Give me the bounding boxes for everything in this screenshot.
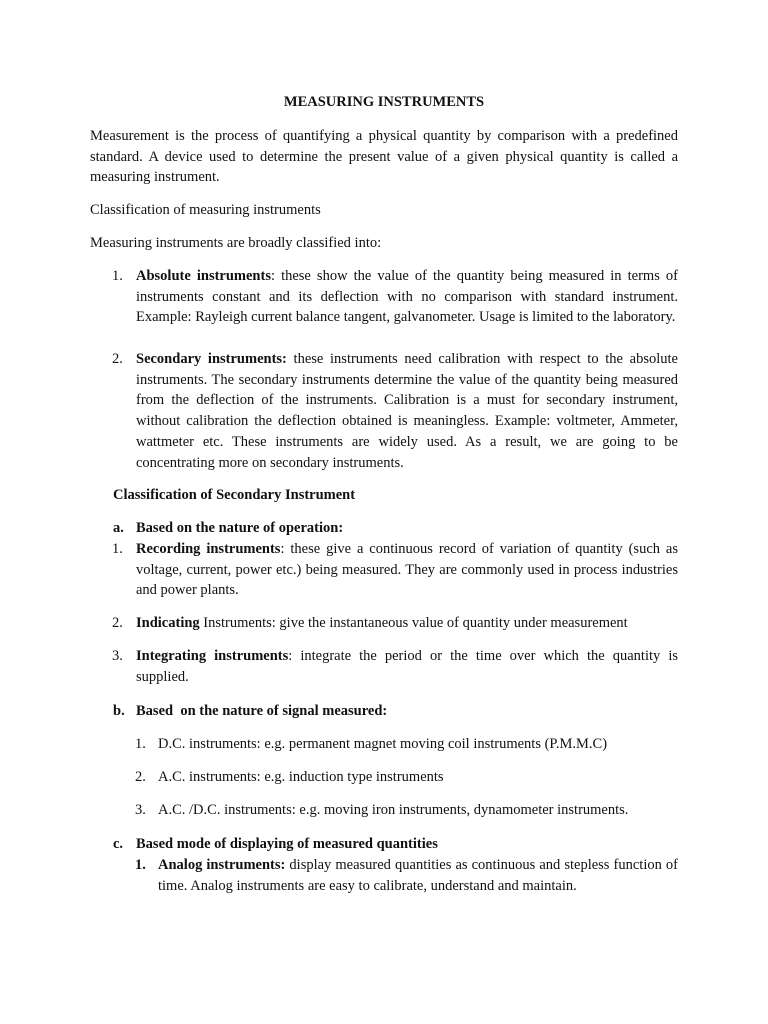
item-description: Instruments: give the instantaneous value of quantity under measurement	[199, 615, 628, 631]
list-marker: 2.	[112, 351, 123, 367]
section-c-heading	[113, 834, 678, 855]
secondary-classification-heading: Classification of Secondary Instrument	[113, 487, 356, 503]
classification-heading: Classification of measuring instruments	[90, 202, 321, 218]
item-description: : integrate the period or the time over which the quantity is supplied.	[136, 648, 678, 685]
list-marker: 3.	[112, 648, 123, 664]
section-a-heading	[113, 518, 678, 539]
list-item-absolute-instruments	[112, 266, 678, 328]
item-description: D.C. instruments: e.g. permanent magnet moving coil instruments (P.M.M.C)	[158, 736, 608, 752]
section-marker: a.	[113, 520, 124, 536]
list-marker: 1.	[135, 736, 146, 752]
list-marker: 1.	[112, 268, 123, 284]
section-c-title: Based mode of displaying of measured quantities	[136, 836, 438, 852]
page-title: MEASURING INSTRUMENTS	[283, 94, 485, 110]
section-b-title: Based on the nature of signal measured:	[136, 703, 388, 719]
list-item-ac-dc-instruments	[135, 800, 678, 821]
section-a-title: Based on the nature of operation:	[136, 520, 344, 536]
list-marker: 2.	[112, 615, 123, 631]
item-description: display measured quantities as continuous and stepless function of time. Analog instruments are easy to calibrate, understand and maintain.	[158, 857, 678, 894]
term-analog-instruments: Analog instruments:	[158, 857, 286, 873]
list-item-secondary-instruments	[112, 349, 678, 473]
term-recording-instruments: Recording instruments	[136, 541, 281, 557]
term-secondary-instruments: Secondary instruments:	[136, 351, 287, 367]
list-item-recording-instruments	[112, 539, 678, 601]
list-marker: 2.	[135, 769, 146, 785]
item-description: : these show the value of the quantity being measured in terms of instruments constant and its deflection with no comparison with standard instrument. Example: Rayleigh current balance tangent, galvanometer. Usage is limited to the laboratory.	[136, 268, 678, 326]
item-description: A.C. /D.C. instruments: e.g. moving iron instruments, dynamometer instruments.	[158, 802, 629, 818]
list-item-dc-instruments	[135, 734, 678, 755]
item-description: : these give a continuous record of variation of quantity (such as voltage, current, power etc.) being measured. They are commonly used in process industries and power plants.	[136, 541, 678, 599]
item-description: these instruments need calibration with respect to the absolute instruments. The secondary instruments determine the value of the quantity being measured from the deflection of the instruments. Calibration is a must for secondary instrument, without calibration the deflection obtained is meaningless. Example: voltmeter, Ammeter, wattmeter etc. These instruments are widely used. As a result, we are going to be concentrating more on secondary instruments.	[136, 351, 678, 471]
item-description: A.C. instruments: e.g. induction type instruments	[158, 769, 444, 785]
list-marker: 1.	[135, 857, 146, 873]
term-absolute-instruments: Absolute instruments	[136, 268, 271, 284]
list-item-indicating-instruments	[112, 613, 678, 634]
section-b-heading	[113, 701, 678, 722]
term-integrating-instruments: Integrating instruments	[136, 648, 289, 664]
broadly-classified-text: Measuring instruments are broadly classified into:	[90, 235, 382, 251]
list-marker: 1.	[112, 541, 123, 557]
list-item-ac-instruments	[135, 767, 678, 788]
list-item-integrating-instruments	[112, 646, 678, 687]
term-indicating: Indicating	[136, 615, 200, 631]
section-marker: b.	[113, 703, 125, 719]
intro-paragraph: Measurement is the process of quantifying a physical quantity by comparison with a predefined standard. A device used to determine the present value of a given physical quantity is called a measuring instrument.	[90, 128, 678, 186]
section-marker: c.	[113, 836, 124, 852]
list-item-analog-instruments	[135, 855, 678, 896]
list-marker: 3.	[135, 802, 146, 818]
